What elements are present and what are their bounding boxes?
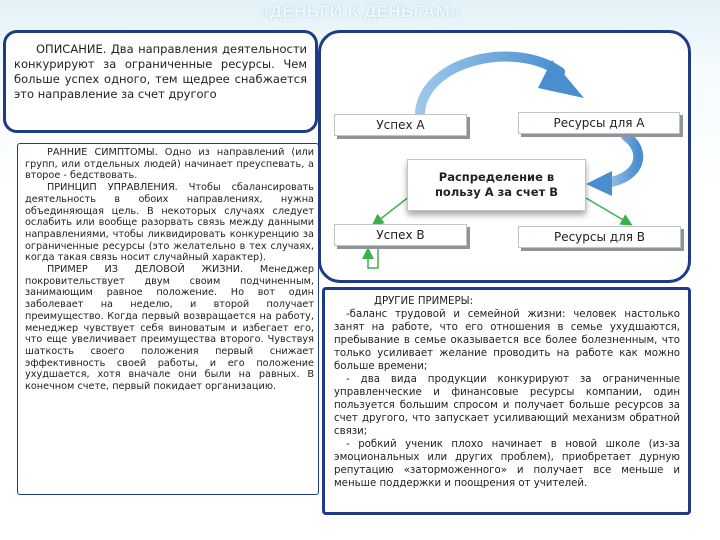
example-student: - робкий ученик плохо начинает в новой школе (из-за эмоциональных или других проблем), приобретает дурную репутацию «заторможенного» и получает все меньше и меньше поддержки и поощрения от учителей. <box>334 439 680 489</box>
resources-a-label: Ресурсы для А <box>518 112 680 134</box>
slide-title: «ДЕНЬГИ К ДЕНЬГАМ» <box>259 2 461 21</box>
main-text-box <box>17 143 319 495</box>
success-b-label: Успех В <box>334 224 467 246</box>
resources-b-label: Ресурсы для В <box>518 226 681 248</box>
description-box <box>3 30 318 133</box>
distribution-label-line2: пользу А за счет В <box>434 185 559 199</box>
business-example-paragraph: ПРИМЕР ИЗ ДЕЛОВОЙ ЖИЗНИ. Менеджер покровительствует двум своим подчиненным, занимающим равное положение. Но вот один заболевает на неделю, и второй получает преимущество. Когда первый возвращается на работу, менеджер чувствует себя виноватым и избегает его, что еще увеличивает преимущества второго. Чувствуя шаткость своего положения первый снижает эффективность своей работы, и его положение ухудшается, хотя вначале они были на равных. В конечном счете, первый покидает организацию. <box>25 264 314 393</box>
example-products: - два вида продукции конкурируют за ограниченные управленческие и финансовые ресурсы компании, один пользуется большим спросом и получает больше ресурсов за счет другого, что запускает усиливающий механизм обратной связи; <box>334 374 680 437</box>
other-examples-box <box>322 287 691 515</box>
distribution-label-line1: Распределение в <box>438 170 555 184</box>
other-examples-heading: ДРУГИЕ ПРИМЕРЫ: <box>374 296 474 307</box>
success-a-label: Успех А <box>334 114 467 136</box>
description-text: ОПИСАНИЕ. Два направления деятельности конкурируют за ограниченные ресурсы. Чем больше успех одного, тем щедрее снабжается это направление за счет другого <box>14 42 307 101</box>
distribution-box <box>407 159 586 211</box>
early-symptoms-paragraph: РАННИЕ СИМПТОМЫ. Одно из направлений (или групп, или отдельных людей) начинает преуспевать, а второе - бедствовать. <box>25 147 314 182</box>
example-work-life: -баланс трудовой и семейной жизни: человек настолько занят на работе, что его отношения в семье ухудшаются, пребывание в семье оказывается все более болезненным, что только усиливает желание проводить на работе как можно больше времени; <box>334 309 680 372</box>
management-principle-paragraph: ПРИНЦИП УПРАВЛЕНИЯ. Чтобы сбалансировать деятельность в обоих направлениях, нужна объединяющая цель. В некоторых случаях следует ослабить или вообще разорвать связь между данными направлениями, чтобы ликвидировать конкуренцию за ограниченные ресурсы (это желательно в тех случаях, когда такая связь носит случайный характер). <box>25 182 314 264</box>
